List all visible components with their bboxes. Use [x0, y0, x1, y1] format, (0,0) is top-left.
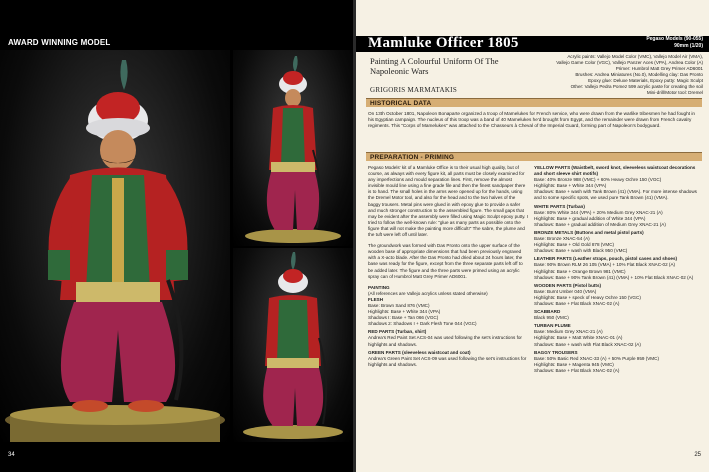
- recipe-heading: LEATHER PARTS (Leather straps, pouch, pistol cases and shoes): [534, 256, 678, 262]
- recipe-line: Shadows: Base + wash with Flat Black XNAC-02 (A): [534, 341, 641, 347]
- mamluke-figure-back: [233, 248, 353, 442]
- flesh-heading: FLESH: [368, 296, 384, 302]
- recipe-line: Base: Brown Sand 876 (VMC): [368, 302, 430, 308]
- yellow-parts-block: [534, 165, 702, 202]
- wooden-parts-block: [534, 283, 702, 307]
- red-parts-text: Andrea's Red Paint Set ACS-04 was used following the set's instructions for highlights and shadows.: [368, 335, 522, 347]
- leather-parts-block: [534, 256, 702, 280]
- recipe-line: Highlights: Base + Orange Brown 981 (VMC): [534, 268, 626, 274]
- recipe-line: Shadows: Base + Flat Black XNAC-02 (A): [534, 367, 620, 373]
- recipe-heading: WHITE PARTS (Turban): [534, 203, 585, 209]
- materials-line: Epoxy glue: Deluxe Materials, Epoxy putty: Magic Sculpt: [588, 78, 703, 83]
- author-name: GRIGORIS MARMATAKIS: [370, 86, 458, 94]
- recipe-line: Highlights: Base + White 344 (VPA): [368, 309, 441, 315]
- publisher-line: Pegaso Models (90-055): [646, 36, 703, 42]
- article-subtitle: Painting A Colourful Uniform Of The Napoleonic Wars: [370, 56, 499, 76]
- page-number-left: 34: [8, 452, 15, 458]
- left-page: [0, 0, 353, 472]
- side-figure-photo-top: [233, 50, 353, 246]
- recipe-heading: WOODEN PARTS (Pistol butts): [534, 282, 602, 288]
- section-heading-text: PREPARATION - PRIMING: [370, 154, 455, 161]
- mamluke-figure-front: [0, 50, 230, 442]
- recipe-heading: SCABBARD: [534, 309, 561, 315]
- scabbard-block: [534, 309, 702, 321]
- turban-plume-block: [534, 323, 702, 347]
- article-title: Mamluke Officer 1805: [368, 35, 519, 51]
- recipe-heading: BAGGY TROUSERS: [534, 349, 578, 355]
- section-header: AWARD WINNING MODEL: [8, 38, 111, 47]
- green-parts-text: Andrea's Green Paint Set ACS-09 was used following the set's instructions for highlights and shadows.: [368, 355, 527, 367]
- historical-data-heading: [366, 98, 702, 107]
- recipe-line: Base: 90% Brown RLM 26 105 (VMA) + 10% Flat Black XNAC-02 (A): [534, 262, 676, 268]
- materials-line: Other: Vallejo Pedra Pomez 599 acrylic paste for creating the soil: [570, 84, 703, 89]
- white-parts-block: [534, 204, 702, 228]
- left-page-header: [0, 36, 353, 50]
- paragraph: Pegaso Models' kit of a Mamluke Office is to their usual high quality, but of course, as always with every figure kit, all parts must be closely examined for any imperfections and mould separation lines. First, remove the almost invisible mould line using a fine grade file and then the finest sandpaper there is to hand. The small holes in the arms were opened up for the hands, using the Dremel Motor tool, and also for the head and to the two halves of the baggy trousers. Metal pins were glued in with epoxy glue to provide a safer and much stronger construction to the assembled figure. The small gaps that may be evident after the assembly were filled using Magic Sculpt epoxy putty. I tried to follow the well-known rule: "glue as many parts as possible onto the figure that will not make the painting more difficult!" The sabre, the plume and the tuft were left off until later.: [368, 165, 529, 238]
- publisher-info: [646, 36, 703, 49]
- recipe-line: Highlights: Base + Matt White XNAC-01 (A): [534, 335, 623, 341]
- left-text-column: [368, 165, 528, 368]
- historical-text: On 13th October 1801, Napoleon Bonaparte organized a troop of Mamelukes for French service, who were drawn from the warlike tribesmen he had fought in his Egyptian campaign. The nucleus of this troop was a band of 40 Mamelukes he'd brought from Egypt, and the remainder were drawn from French cavalry regiments. This "Corps of Mamelukes" was attached to the Chasseurs à Cheval of the Imperial Guard, forming part of Napoleon's bodyguard.: [368, 111, 696, 128]
- section-heading-text: HISTORICAL DATA: [370, 100, 432, 107]
- recipe-line: Shadows: Base + wash with Black 950 (VMC): [534, 248, 628, 254]
- recipe-line: Highlights: Base + gradual addition of White 344 (VPA): [534, 215, 646, 221]
- paragraph: The groundwork was formed with Das Pronto onto the upper surface of the wooden base of appropriate dimensions that had been previously engraved with a X-acto blade. After the Das Pronto had dried about 24 hours later, the base was ready for the figure, except from the three separate parts left off to be added later. The figure and the three parts were primed using an acrylic spray can of Humbrol Matt Grey Primer AD6001.: [368, 243, 523, 279]
- recipe-line: Highlights: Base + Old Gold 878 (VMC): [534, 242, 615, 248]
- recipe-line: Base: 50% Basic Red XNAC-33 (A) + 50% Purple 959 (VMC): [534, 355, 659, 361]
- main-figure-photo: [0, 50, 230, 442]
- right-page: [356, 0, 709, 472]
- baggy-trousers-block: [534, 350, 702, 374]
- recipe-line: Shadows 2: Shadows I + Dark Flesh Tone 044 (VGC): [368, 321, 477, 327]
- right-text-column: [534, 165, 702, 376]
- recipe-line: Highlights: Base + speck of Heavy Ochre 150 (VGC): [534, 294, 641, 300]
- recipe-line: Shadows: Base + Flat Black XNAC-02 (A): [534, 300, 620, 306]
- recipe-line: Shadows: Base + 90% Tank Brown (41) (VMA) + 10% Flat Black XNAC-02 (A): [534, 274, 694, 280]
- recipe-line: Black 950 (VMC): [534, 315, 569, 321]
- mamluke-figure-side: [233, 50, 353, 246]
- recipe-heading: YELLOW PARTS (Waistbelt, sword knot, sleeveless waistcoat decorations and short sleeve shirt motifs): [534, 165, 696, 177]
- materials-line: Brushes: Andrea Miniatures (No.0), Modelling clay: Das Pronto: [575, 72, 703, 77]
- painting-heading: PAINTING: [368, 284, 390, 290]
- materials-line: Vallejo Game Color (VGC), Vallejo Panzer Aces (VPA), Andrea Color (A): [556, 60, 703, 65]
- recipe-line: Base: Medium Grey XNAC-21 (A): [534, 329, 603, 335]
- recipe-heading: TURBAN PLUME: [534, 323, 571, 329]
- materials-line: Primer: Humbrol Matt Grey Primer AD6001: [615, 66, 703, 71]
- recipe-line: Shadows: Base + gradual addition of Medium Grey XNAC-21 (A): [534, 221, 666, 227]
- recipe-line: Base: Bronze XNAC-54 (A): [534, 236, 590, 242]
- recipe-heading: BRONZE METALS (Buttons and metal pistol parts): [534, 229, 644, 235]
- recipe-line: Base: Burnt Umber 040 (VMA): [534, 288, 597, 294]
- scale-line: 90mm (1/20): [674, 42, 703, 49]
- materials-line: Mini-drill/Motor tool: Dremel: [646, 90, 703, 95]
- left-page-footer: [0, 444, 353, 472]
- recipe-line: Highlights: Base + Magenta 945 (VMC): [534, 361, 614, 367]
- materials-list: [523, 54, 703, 96]
- recipe-line: Base: 80% White 344 (VPA) + 20% Medium Grey XNAC-21 (A): [534, 209, 663, 215]
- recipe-line: Shadows: Base + wash with Tank Brown (41) (VMA). For more intense shadows and to some specific spots, we used pure Tank Brown (41) (VMA).: [534, 189, 697, 201]
- recipe-line: Shadows I: Base + Tan 066 (VGC): [368, 315, 439, 321]
- red-parts-heading: RED PARTS (Turban, shirt): [368, 329, 427, 335]
- page-number-right: 25: [694, 452, 701, 458]
- side-figure-photo-bottom: [233, 248, 353, 442]
- green-parts-heading: GREEN PARTS (sleeveless waistcoat and coat): [368, 349, 471, 355]
- recipe-line: Highlights: Base + White 344 (VPA): [534, 183, 607, 189]
- preparation-heading: [366, 152, 702, 161]
- materials-line: Acrylic paints: Vallejo Model Color (VMC), Vallejo Model Air (VMA),: [567, 54, 703, 59]
- bronze-metals-block: [534, 230, 702, 254]
- recipe-line: Base: 40% Bronze 988 (VMC) + 60% Heavy Ochre 150 (VGC): [534, 177, 662, 183]
- painting-note: (All references are Vallejo acrylics unless stated otherwise): [368, 290, 488, 296]
